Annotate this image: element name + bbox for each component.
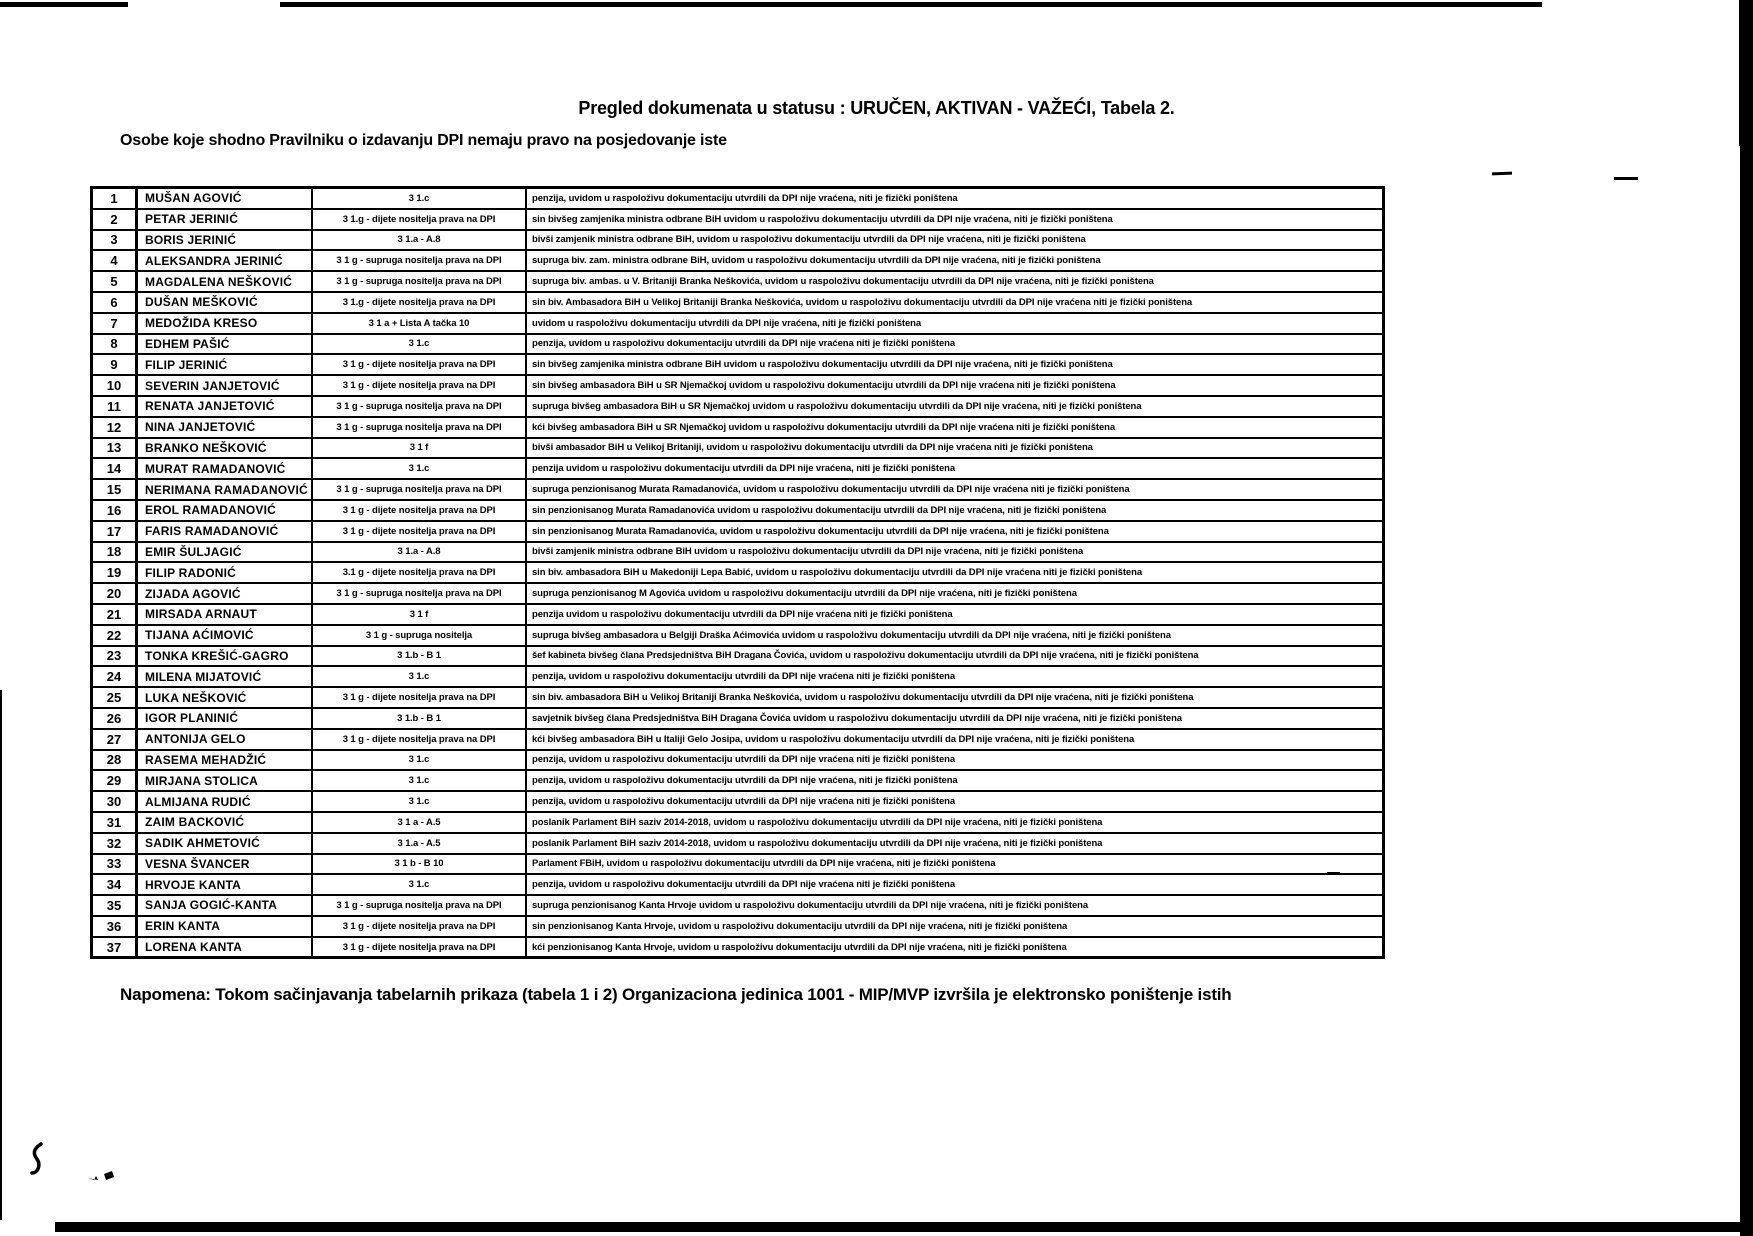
category-code: 3 1.c <box>312 666 526 687</box>
row-number: 22 <box>92 625 137 646</box>
category-code: 3 1 g - supruga nositelja <box>312 625 526 646</box>
category-code: 3 1.c <box>312 458 526 479</box>
table-row <box>92 895 1384 916</box>
row-number: 4 <box>92 250 137 271</box>
row-description: supruga biv. zam. ministra odbrane BiH, uvidom u raspoloživu dokumentaciju utvrdili da DPI nije vraćena, niti je fizički poništena <box>526 250 1384 271</box>
person-name: LORENA KANTA <box>137 937 313 958</box>
row-description: penzija, uvidom u raspoloživu dokumentaciju utvrdili da DPI nije vraćena niti je fizički poništena <box>526 666 1384 687</box>
person-name: FILIP JERINIĆ <box>137 354 313 375</box>
row-description: sin bivšeg ambasadora BiH u SR Njemačkoj uvidom u raspoloživu dokumentaciju utvrdili da DPI nije vraćena niti je fizički poništena <box>526 375 1384 396</box>
scan-artifact-bottom-bar <box>55 1222 1753 1232</box>
scan-artifact-top-line-left <box>0 2 128 7</box>
table-row <box>92 500 1384 521</box>
person-name: PETAR JERINIĆ <box>137 209 313 230</box>
category-code: 3 1 g - dijete nositelja prava na DPI <box>312 500 526 521</box>
row-number: 6 <box>92 292 137 313</box>
person-name: ALMIJANA RUDIĆ <box>137 791 313 812</box>
row-number: 1 <box>92 188 137 209</box>
category-code: 3 1.c <box>312 770 526 791</box>
person-name: LUKA NEŠKOVIĆ <box>137 687 313 708</box>
table-row <box>92 417 1384 438</box>
person-name: NINA JANJETOVIĆ <box>137 417 313 438</box>
row-number: 23 <box>92 646 137 667</box>
ink-mark-squiggle <box>28 1142 46 1183</box>
row-number: 31 <box>92 812 137 833</box>
table-row <box>92 708 1384 729</box>
person-name: ZIJADA AGOVIĆ <box>137 583 313 604</box>
row-description: bivši ambasador BiH u Velikoj Britaniji, uvidom u raspoloživu dokumentaciju utvrdili da DPI nije vraćena niti je fizički poništena <box>526 438 1384 459</box>
row-description: savjetnik bivšeg člana Predsjedništva BiH Dragana Čovića uvidom u raspoloživu dokumentaciju utvrdili da DPI nije vraćena, niti je fizički poništena <box>526 708 1384 729</box>
table-row <box>92 521 1384 542</box>
row-number: 14 <box>92 458 137 479</box>
category-code: 3 1 g - dijete nositelja prava na DPI <box>312 375 526 396</box>
row-number: 8 <box>92 334 137 355</box>
row-description: uvidom u raspoloživu dokumentaciju utvrdili da DPI nije vraćena, niti je fizički poništena <box>526 313 1384 334</box>
person-name: EDHEM PAŠIĆ <box>137 334 313 355</box>
row-description: sin biv. ambasadora BiH u Makedoniji Lepa Babić, uvidom u raspoloživu dokumentaciju utvrdili da DPI nije vraćena niti je fizički poništena <box>526 562 1384 583</box>
scan-artifact-top-line-right <box>280 2 1542 7</box>
category-code: 3 1 g - supruga nositelja prava na DPI <box>312 895 526 916</box>
table-row <box>92 854 1384 875</box>
row-description: supruga biv. ambas. u V. Britaniji Branka Neškovića, uvidom u raspoloživu dokumentaciju utvrdili da DPI nije vraćena, niti je fizički poništena <box>526 271 1384 292</box>
table-row <box>92 250 1384 271</box>
category-code: 3 1.a - A.5 <box>312 833 526 854</box>
table-row <box>92 812 1384 833</box>
scan-artifact-tick <box>1492 172 1512 176</box>
category-code: 3 1.a - A.8 <box>312 542 526 563</box>
table-row <box>92 271 1384 292</box>
row-number: 16 <box>92 500 137 521</box>
table-row <box>92 438 1384 459</box>
person-name: BRANKO NEŠKOVIĆ <box>137 438 313 459</box>
person-name: MEDOŽIDA KRESO <box>137 313 313 334</box>
person-name: FARIS RAMADANOVIĆ <box>137 521 313 542</box>
category-code: 3 1.a - A.8 <box>312 230 526 251</box>
person-name: SEVERIN JANJETOVIĆ <box>137 375 313 396</box>
row-description: šef kabineta bivšeg člana Predsjedništva BiH Dragana Čovića, uvidom u raspoloživu dokumentaciju utvrdili da DPI nije vraćena, niti je fizički poništena <box>526 646 1384 667</box>
person-name: BORIS JERINIĆ <box>137 230 313 251</box>
person-name: MUŠAN AGOVIĆ <box>137 188 313 209</box>
row-description: supruga penzionisanog Murata Ramadanovića, uvidom u raspoloživu dokumentaciju utvrdili da DPI nije vraćena niti je fizički poništena <box>526 479 1384 500</box>
row-number: 29 <box>92 770 137 791</box>
row-description: penzija, uvidom u raspoloživu dokumentaciju utvrdili da DPI nije vraćena niti je fizički poništena <box>526 874 1384 895</box>
table-row <box>92 562 1384 583</box>
category-code: 3 1.c <box>312 874 526 895</box>
category-code: 3 1 g - dijete nositelja prava na DPI <box>312 916 526 937</box>
person-name: ANTONIJA GELO <box>137 729 313 750</box>
row-number: 11 <box>92 396 137 417</box>
row-description: penzija, uvidom u raspoloživu dokumentaciju utvrdili da DPI nije vraćena, niti je fizički poništena <box>526 188 1384 209</box>
row-description: Parlament FBiH, uvidom u raspoloživu dokumentaciju utvrdili da DPI nije vraćena, niti je fizički poništena <box>526 854 1384 875</box>
row-description: penzija uvidom u raspoloživu dokumentaciju utvrdili da DPI nije vraćena niti je fizički poništena <box>526 604 1384 625</box>
person-name: NERIMANA RAMADANOVIĆ <box>137 479 313 500</box>
person-name: DUŠAN MEŠKOVIĆ <box>137 292 313 313</box>
table-row <box>92 396 1384 417</box>
category-code: 3 1.c <box>312 188 526 209</box>
row-number: 37 <box>92 937 137 958</box>
person-name: VESNA ŠVANCER <box>137 854 313 875</box>
row-description: sin bivšeg zamjenika ministra odbrane BiH uvidom u raspoloživu dokumentaciju utvrdili da DPI nije vraćena, niti je fizički poništena <box>526 354 1384 375</box>
row-number: 7 <box>92 313 137 334</box>
person-name: MILENA MIJATOVIĆ <box>137 666 313 687</box>
table-row <box>92 729 1384 750</box>
category-code: 3 1 g - supruga nositelja prava na DPI <box>312 271 526 292</box>
row-number: 36 <box>92 916 137 937</box>
table-row <box>92 937 1384 958</box>
row-number: 17 <box>92 521 137 542</box>
row-number: 5 <box>92 271 137 292</box>
scan-artifact-left-line <box>0 690 2 1220</box>
person-name: MIRSADA ARNAUT <box>137 604 313 625</box>
row-description: penzija uvidom u raspoloživu dokumentaciju utvrdili da DPI nije vraćena, niti je fizički poništena <box>526 458 1384 479</box>
person-name: TONKA KREŠIĆ-GAGRO <box>137 646 313 667</box>
row-description: kći penzionisanog Kanta Hrvoje, uvidom u raspoloživu dokumentaciju utvrdili da DPI nije vraćena, niti je fizički poništena <box>526 937 1384 958</box>
category-code: 3 1 g - supruga nositelja prava na DPI <box>312 396 526 417</box>
person-name: EROL RAMADANOVIĆ <box>137 500 313 521</box>
scan-artifact-right-bump <box>1739 0 1745 146</box>
row-number: 2 <box>92 209 137 230</box>
person-name: SADIK AHMETOVIĆ <box>137 833 313 854</box>
table-row <box>92 313 1384 334</box>
category-code: 3 1 f <box>312 604 526 625</box>
row-number: 19 <box>92 562 137 583</box>
table-row <box>92 230 1384 251</box>
row-description: sin penzionisanog Murata Ramadanovića, uvidom u raspoloživu dokumentaciju utvrdili da DPI nije vraćena, niti je fizički poništena <box>526 521 1384 542</box>
scan-artifact-tick <box>1614 177 1638 180</box>
person-name: MAGDALENA NEŠKOVIĆ <box>137 271 313 292</box>
table-row <box>92 750 1384 771</box>
row-description: sin biv. Ambasadora BiH u Velikoj Britaniji Branka Neškovića, uvidom u raspoloživu dokumentaciju utvrdili da DPI nije vraćena niti je fizički poništena <box>526 292 1384 313</box>
row-number: 34 <box>92 874 137 895</box>
category-code: 3 1.c <box>312 334 526 355</box>
table-row <box>92 604 1384 625</box>
category-code: 3 1 b - B 10 <box>312 854 526 875</box>
row-number: 15 <box>92 479 137 500</box>
row-description: supruga bivšeg ambasadora u Belgiji Draška Aćimovića uvidom u raspoloživu dokumentaciju utvrdili da DPI nije vraćena, niti je fizički poništena <box>526 625 1384 646</box>
table-row <box>92 479 1384 500</box>
row-number: 32 <box>92 833 137 854</box>
table-row <box>92 583 1384 604</box>
table-row <box>92 625 1384 646</box>
row-number: 21 <box>92 604 137 625</box>
row-number: 27 <box>92 729 137 750</box>
row-number: 13 <box>92 438 137 459</box>
category-code: 3 1 g - supruga nositelja prava na DPI <box>312 583 526 604</box>
table-row <box>92 542 1384 563</box>
row-number: 33 <box>92 854 137 875</box>
category-code: 3 1 f <box>312 438 526 459</box>
person-name: HRVOJE KANTA <box>137 874 313 895</box>
table-row <box>92 334 1384 355</box>
row-number: 20 <box>92 583 137 604</box>
row-description: sin bivšeg zamjenika ministra odbrane BiH uvidom u raspoloživu dokumentaciju utvrdili da DPI nije vraćena, niti je fizički poništena <box>526 209 1384 230</box>
table-row <box>92 833 1384 854</box>
row-description: supruga penzionisanog M Agovića uvidom u raspoloživu dokumentaciju utvrdili da DPI nije vraćena, niti je fizički poništena <box>526 583 1384 604</box>
category-code: 3 1.c <box>312 750 526 771</box>
table-row <box>92 666 1384 687</box>
person-name: SANJA GOGIĆ-KANTA <box>137 895 313 916</box>
category-code: 3.1 g - dijete nositelja prava na DPI <box>312 562 526 583</box>
table-row <box>92 916 1384 937</box>
footnote: Napomena: Tokom sačinjavanja tabelarnih prikaza (tabela 1 i 2) Organizaciona jedinica 1001 - MIP/MVP izvršila je elektronsko poništenje istih <box>120 985 1232 1004</box>
row-description: sin penzionisanog Murata Ramadanovića uvidom u raspoloživu dokumentaciju utvrdili da DPI nije vraćena, niti je fizički poništena <box>526 500 1384 521</box>
category-code: 3 1 g - dijete nositelja prava na DPI <box>312 521 526 542</box>
category-code: 3 1 g - dijete nositelja prava na DPI <box>312 354 526 375</box>
category-code: 3 1 g - dijete nositelja prava na DPI <box>312 729 526 750</box>
table-row <box>92 791 1384 812</box>
person-name: ZAIM BACKOVIĆ <box>137 812 313 833</box>
row-description: sin biv. ambasadora BiH u Velikoj Britaniji Branka Neškovića, uvidom u raspoloživu dokumentaciju utvrdili da DPI nije vraćena, niti je fizički poništena <box>526 687 1384 708</box>
row-number: 35 <box>92 895 137 916</box>
ink-mark-specks <box>86 1168 120 1189</box>
row-number: 10 <box>92 375 137 396</box>
row-description: kći bivšeg ambasadora BiH u SR Njemačkoj uvidom u raspoloživu dokumentaciju utvrdili da DPI nije vraćena niti je fizički poništena <box>526 417 1384 438</box>
category-code: 3 1.b - B 1 <box>312 646 526 667</box>
person-name: IGOR PLANINIĆ <box>137 708 313 729</box>
category-code: 3 1 g - supruga nositelja prava na DPI <box>312 250 526 271</box>
document-title: Pregled dokumenata u statusu : URUČEN, AKTIVAN - VAŽEĆI, Tabela 2. <box>578 98 1175 118</box>
row-description: kći bivšeg ambasadora BiH u Italiji Gelo Josipa, uvidom u raspoloživu dokumentaciju utvrdili da DPI nije vraćena, niti je fizički poništena <box>526 729 1384 750</box>
row-description: penzija, uvidom u raspoloživu dokumentaciju utvrdili da DPI nije vraćena niti je fizički poništena <box>526 750 1384 771</box>
document-subtitle: Osobe koje shodno Pravilniku o izdavanju DPI nemaju pravo na posjedovanje iste <box>120 132 727 149</box>
person-name: RASEMA MEHADŽIĆ <box>137 750 313 771</box>
row-description: bivši zamjenik ministra odbrane BiH, uvidom u raspoloživu dokumentaciju utvrdili da DPI nije vraćena, niti je fizički poništena <box>526 230 1384 251</box>
row-number: 9 <box>92 354 137 375</box>
row-number: 12 <box>92 417 137 438</box>
documents-table-body <box>92 188 1384 958</box>
row-number: 26 <box>92 708 137 729</box>
category-code: 3 1 g - dijete nositelja prava na DPI <box>312 687 526 708</box>
table-row <box>92 770 1384 791</box>
row-number: 18 <box>92 542 137 563</box>
row-description: penzija, uvidom u raspoloživu dokumentaciju utvrdili da DPI nije vraćena, niti je fizički poništena <box>526 770 1384 791</box>
row-number: 25 <box>92 687 137 708</box>
person-name: ERIN KANTA <box>137 916 313 937</box>
row-description: poslanik Parlament BiH saziv 2014-2018, uvidom u raspoloživu dokumentaciju utvrdili da DPI nije vraćena, niti je fizički poništena <box>526 812 1384 833</box>
person-name: FILIP RADONIĆ <box>137 562 313 583</box>
person-name: MURAT RAMADANOVIĆ <box>137 458 313 479</box>
table-row <box>92 646 1384 667</box>
row-description: poslanik Parlament BiH saziv 2014-2018, uvidom u raspoloživu dokumentaciju utvrdili da DPI nije vraćena, niti je fizički poništena <box>526 833 1384 854</box>
table-row <box>92 874 1384 895</box>
row-number: 30 <box>92 791 137 812</box>
category-code: 3 1.g - dijete nositelja prava na DPI <box>312 292 526 313</box>
row-description: supruga penzionisanog Kanta Hrvoje uvidom u raspoloživu dokumentaciju utvrdili da DPI nije vraćena, niti je fizički poništena <box>526 895 1384 916</box>
row-number: 3 <box>92 230 137 251</box>
category-code: 3 1 g - supruga nositelja prava na DPI <box>312 417 526 438</box>
person-name: TIJANA AĆIMOVIĆ <box>137 625 313 646</box>
table-row <box>92 354 1384 375</box>
category-code: 3 1 g - dijete nositelja prava na DPI <box>312 937 526 958</box>
row-description: penzija, uvidom u raspoloživu dokumentaciju utvrdili da DPI nije vraćena niti je fizički poništena <box>526 791 1384 812</box>
table-row <box>92 375 1384 396</box>
category-code: 3 1 g - supruga nositelja prava na DPI <box>312 479 526 500</box>
category-code: 3 1.c <box>312 791 526 812</box>
person-name: MIRJANA STOLICA <box>137 770 313 791</box>
scan-artifact-right-bar <box>1740 0 1753 1236</box>
row-description: bivši zamjenik ministra odbrane BiH uvidom u raspoloživu dokumentaciju utvrdili da DPI nije vraćena, niti je fizički poništena <box>526 542 1384 563</box>
category-code: 3 1.g - dijete nositelja prava na DPI <box>312 209 526 230</box>
table-row <box>92 458 1384 479</box>
table-row <box>92 292 1384 313</box>
row-description: supruga bivšeg ambasadora BiH u SR Njemačkoj uvidom u raspoloživu dokumentaciju utvrdili da DPI nije vraćena, niti je fizički poništena <box>526 396 1384 417</box>
category-code: 3 1 a + Lista A tačka 10 <box>312 313 526 334</box>
row-number: 24 <box>92 666 137 687</box>
table-row <box>92 188 1384 209</box>
category-code: 3 1.b - B 1 <box>312 708 526 729</box>
row-description: sin penzionisanog Kanta Hrvoje, uvidom u raspoloživu dokumentaciju utvrdili da DPI nije vraćena, niti je fizički poništena <box>526 916 1384 937</box>
row-description: penzija, uvidom u raspoloživu dokumentaciju utvrdili da DPI nije vraćena niti je fizički poništena <box>526 334 1384 355</box>
table-row <box>92 209 1384 230</box>
table-row <box>92 687 1384 708</box>
row-number: 28 <box>92 750 137 771</box>
person-name: RENATA JANJETOVIĆ <box>137 396 313 417</box>
documents-table <box>90 186 1385 959</box>
category-code: 3 1 a - A.5 <box>312 812 526 833</box>
person-name: EMIR ŠULJAGIĆ <box>137 542 313 563</box>
person-name: ALEKSANDRA JERINIĆ <box>137 250 313 271</box>
